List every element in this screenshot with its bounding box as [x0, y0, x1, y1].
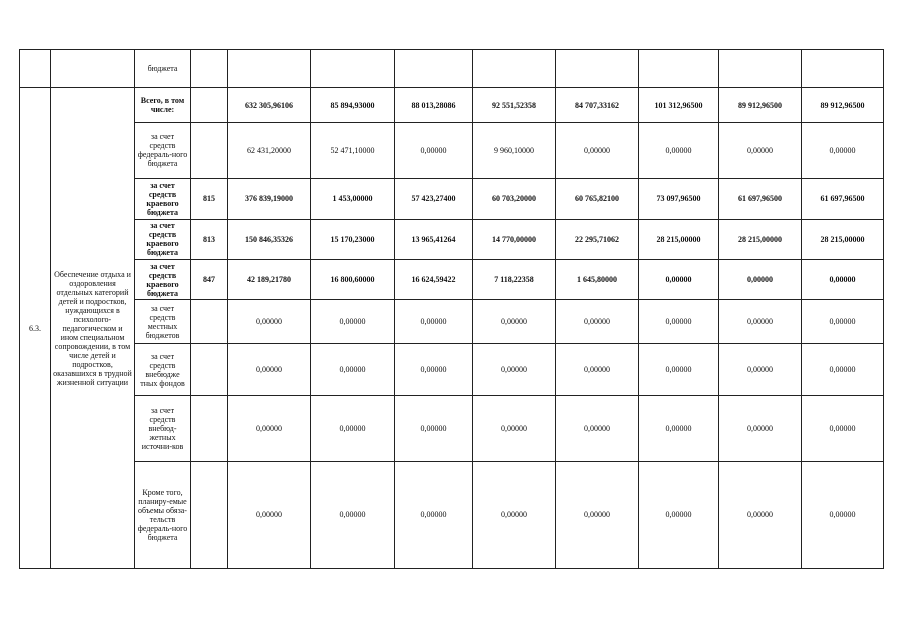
- amount-cell: 88 013,28086: [395, 88, 473, 122]
- amount-cell: 0,00000: [473, 396, 556, 462]
- amount-cell: 13 965,41264: [395, 219, 473, 259]
- funding-source: за счет средств федераль-ного бюджета: [135, 122, 191, 179]
- amount-cell: 52 471,10000: [311, 122, 395, 179]
- amount-cell: 0,00000: [802, 396, 884, 462]
- amount-cell: 0,00000: [311, 461, 395, 568]
- financing-row: [20, 179, 884, 219]
- continued-row-source: бюджета: [135, 50, 191, 88]
- amount-cell: 0,00000: [639, 300, 719, 343]
- amount-cell: 28 215,00000: [639, 219, 719, 259]
- amount-cell: 1 453,00000: [311, 179, 395, 219]
- amount-cell: 73 097,96500: [639, 179, 719, 219]
- continued-row-code-cell: [191, 50, 228, 88]
- amount-cell: 0,00000: [556, 122, 639, 179]
- financing-row: [20, 259, 884, 299]
- amount-cell: 0,00000: [802, 461, 884, 568]
- budget-code: [191, 122, 228, 179]
- amount-cell: 0,00000: [228, 396, 311, 462]
- funding-source: Кроме того, планиру-емые объемы обяза-тельств федераль-ного бюджета: [135, 461, 191, 568]
- budget-code: [191, 343, 228, 396]
- continued-row-value-cell: [556, 50, 639, 88]
- amount-cell: 22 295,71062: [556, 219, 639, 259]
- amount-cell: 0,00000: [639, 461, 719, 568]
- amount-cell: 85 894,93000: [311, 88, 395, 122]
- budget-code: [191, 396, 228, 462]
- funding-source: за счет средств краевого бюджета: [135, 179, 191, 219]
- continued-row: [20, 50, 884, 88]
- amount-cell: 89 912,96500: [802, 88, 884, 122]
- amount-cell: 60 703,20000: [473, 179, 556, 219]
- financing-row: [20, 461, 884, 568]
- funding-source: за счет средств внебюд-жетных источни-ков: [135, 396, 191, 462]
- budget-code: [191, 461, 228, 568]
- amount-cell: 0,00000: [719, 122, 802, 179]
- amount-cell: 62 431,20000: [228, 122, 311, 179]
- amount-cell: 0,00000: [719, 300, 802, 343]
- amount-cell: 28 215,00000: [802, 219, 884, 259]
- financing-row: [20, 343, 884, 396]
- amount-cell: 0,00000: [802, 343, 884, 396]
- amount-cell: 0,00000: [556, 300, 639, 343]
- amount-cell: 60 765,82100: [556, 179, 639, 219]
- budget-code: 847: [191, 259, 228, 299]
- amount-cell: 57 423,27400: [395, 179, 473, 219]
- amount-cell: 84 707,33162: [556, 88, 639, 122]
- amount-cell: 89 912,96500: [719, 88, 802, 122]
- amount-cell: 15 170,23000: [311, 219, 395, 259]
- funding-source: за счет средств внебюдже тных фондов: [135, 343, 191, 396]
- amount-cell: 0,00000: [719, 343, 802, 396]
- amount-cell: 101 312,96500: [639, 88, 719, 122]
- amount-cell: 0,00000: [473, 461, 556, 568]
- amount-cell: 0,00000: [395, 461, 473, 568]
- budget-code: [191, 88, 228, 122]
- amount-cell: 0,00000: [395, 343, 473, 396]
- amount-cell: 0,00000: [639, 122, 719, 179]
- amount-cell: 0,00000: [311, 300, 395, 343]
- financing-row: [20, 396, 884, 462]
- financing-row: [20, 300, 884, 343]
- continued-row-name-cell: [51, 50, 135, 88]
- amount-cell: 1 645,80000: [556, 259, 639, 299]
- continued-row-value-cell: [311, 50, 395, 88]
- amount-cell: 0,00000: [395, 396, 473, 462]
- amount-cell: 0,00000: [639, 343, 719, 396]
- budget-table: [19, 49, 884, 569]
- financing-row: [20, 122, 884, 179]
- amount-cell: 0,00000: [473, 300, 556, 343]
- financing-row: [20, 88, 884, 122]
- amount-cell: 0,00000: [228, 343, 311, 396]
- amount-cell: 42 189,21780: [228, 259, 311, 299]
- amount-cell: 0,00000: [395, 300, 473, 343]
- funding-source: за счет средств местных бюджетов: [135, 300, 191, 343]
- funding-source: Всего, в том числе:: [135, 88, 191, 122]
- amount-cell: 61 697,96500: [802, 179, 884, 219]
- amount-cell: 376 839,19000: [228, 179, 311, 219]
- amount-cell: 0,00000: [311, 396, 395, 462]
- amount-cell: 0,00000: [802, 300, 884, 343]
- amount-cell: 28 215,00000: [719, 219, 802, 259]
- continued-row-value-cell: [395, 50, 473, 88]
- funding-source: за счет средств краевого бюджета: [135, 219, 191, 259]
- activity-name: Обеспечение отдыха и оздоровления отдельных категорий детей и подростков, нуждающихся в психолого-педагогическом и ином специальном сопровождении, в том числе детей и подростков, оказавшихся в трудной жизненной ситуации: [51, 88, 135, 569]
- amount-cell: 0,00000: [556, 343, 639, 396]
- amount-cell: 61 697,96500: [719, 179, 802, 219]
- financing-row: [20, 219, 884, 259]
- amount-cell: 0,00000: [311, 343, 395, 396]
- amount-cell: 0,00000: [639, 396, 719, 462]
- amount-cell: 632 305,96106: [228, 88, 311, 122]
- amount-cell: 150 846,35326: [228, 219, 311, 259]
- budget-code: 813: [191, 219, 228, 259]
- amount-cell: 0,00000: [395, 122, 473, 179]
- amount-cell: 7 118,22358: [473, 259, 556, 299]
- amount-cell: 14 770,00000: [473, 219, 556, 259]
- amount-cell: 0,00000: [802, 259, 884, 299]
- amount-cell: 16 800,60000: [311, 259, 395, 299]
- continued-row-number-cell: [20, 50, 51, 88]
- amount-cell: 92 551,52358: [473, 88, 556, 122]
- amount-cell: 0,00000: [802, 122, 884, 179]
- amount-cell: 0,00000: [719, 461, 802, 568]
- amount-cell: 0,00000: [719, 396, 802, 462]
- amount-cell: 0,00000: [639, 259, 719, 299]
- amount-cell: 16 624,59422: [395, 259, 473, 299]
- amount-cell: 0,00000: [556, 461, 639, 568]
- amount-cell: 0,00000: [719, 259, 802, 299]
- amount-cell: 9 960,10000: [473, 122, 556, 179]
- budget-code: 815: [191, 179, 228, 219]
- funding-source: за счет средств краевого бюджета: [135, 259, 191, 299]
- continued-row-value-cell: [228, 50, 311, 88]
- amount-cell: 0,00000: [556, 396, 639, 462]
- amount-cell: 0,00000: [473, 343, 556, 396]
- amount-cell: 0,00000: [228, 300, 311, 343]
- continued-row-value-cell: [473, 50, 556, 88]
- row-number: 6.3.: [20, 88, 51, 569]
- continued-row-value-cell: [802, 50, 884, 88]
- budget-code: [191, 300, 228, 343]
- continued-row-value-cell: [639, 50, 719, 88]
- amount-cell: 0,00000: [228, 461, 311, 568]
- continued-row-value-cell: [719, 50, 802, 88]
